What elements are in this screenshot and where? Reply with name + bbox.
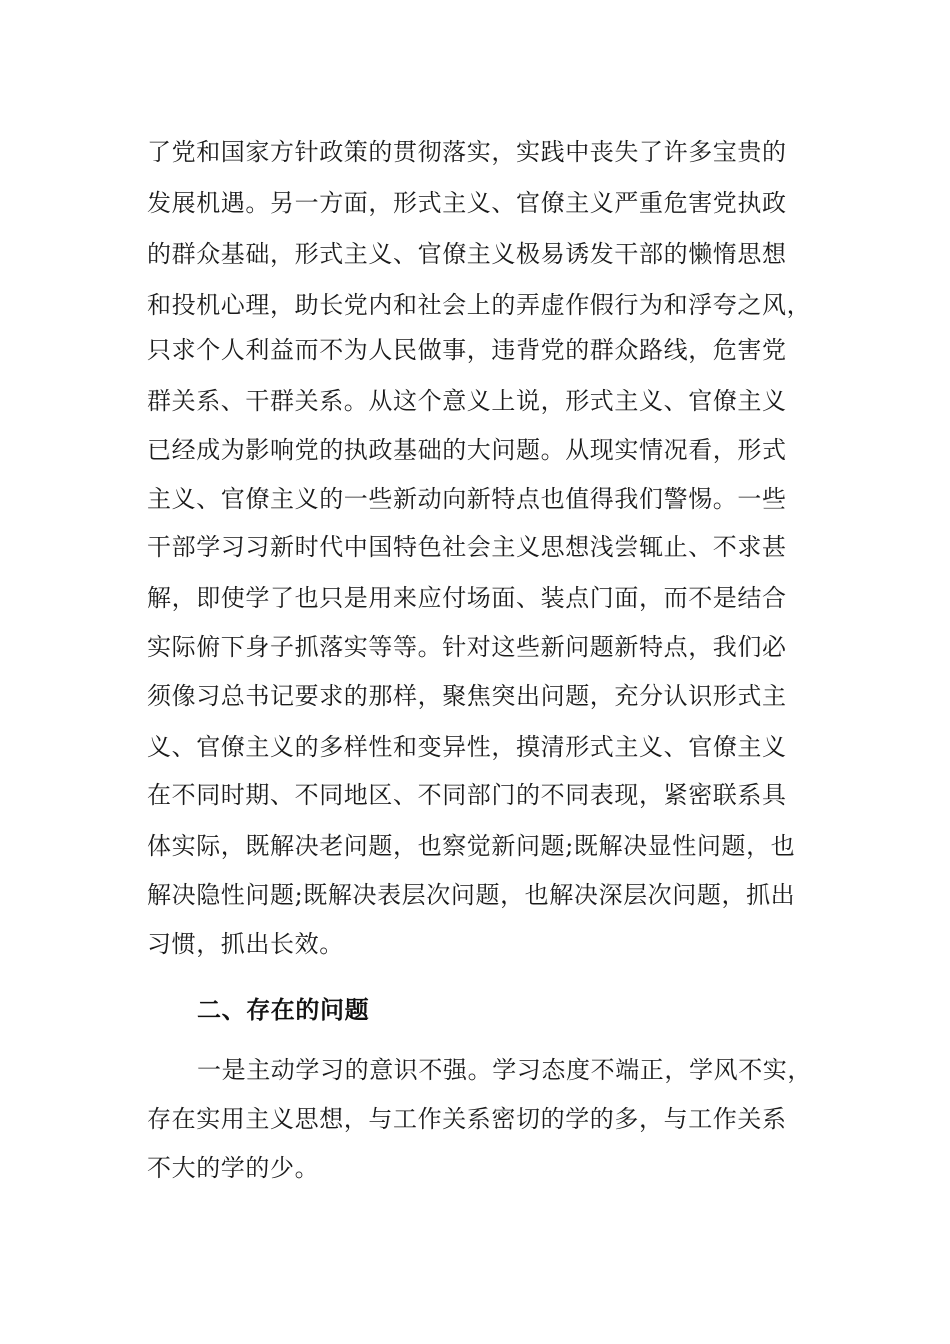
text-line: 存在实用主义思想，与工作关系密切的学的多，与工作关系: [147, 1105, 787, 1133]
text-line: 了党和国家方针政策的贯彻落实，实践中丧失了许多宝贵的: [147, 138, 787, 166]
text-line: 在不同时期、不同地区、不同部门的不同表现，紧密联系具: [147, 781, 787, 809]
text-line: 实际俯下身子抓落实等等。针对这些新问题新特点，我们必: [147, 633, 787, 661]
text-line: 习惯，抓出长效。: [147, 930, 344, 958]
text-line: 和投机心理，助长党内和社会上的弄虚作假行为和浮夸之风，: [147, 291, 812, 319]
text-line: 不大的学的少。: [147, 1154, 320, 1182]
text-line: 一是主动学习的意识不强。学习态度不端正，学风不实，: [197, 1056, 812, 1084]
text-line: 主义、官僚主义的一些新动向新特点也值得我们警惕。一些: [147, 485, 787, 513]
text-line: 干部学习习新时代中国特色社会主义思想浅尝辄止、不求甚: [147, 533, 787, 561]
text-line: 体实际，既解决老问题，也察觉新问题;既解决显性问题，也: [147, 832, 796, 860]
text-line: 义、官僚主义的多样性和变异性，摸清形式主义、官僚主义: [147, 733, 787, 761]
text-line: 的群众基础，形式主义、官僚主义极易诱发干部的懒惰思想: [147, 240, 787, 268]
text-line: 解决隐性问题;既解决表层次问题，也解决深层次问题，抓出: [147, 881, 796, 909]
text-line: 群关系、干群关系。从这个意义上说，形式主义、官僚主义: [147, 387, 787, 415]
text-line: 发展机遇。另一方面，形式主义、官僚主义严重危害党执政: [147, 189, 787, 217]
text-line: 已经成为影响党的执政基础的大问题。从现实情况看，形式: [147, 436, 787, 464]
text-line: 只求个人利益而不为人民做事，违背党的群众路线，危害党: [147, 336, 787, 364]
text-line: 解，即使学了也只是用来应付场面、装点门面，而不是结合: [147, 584, 787, 612]
section-heading: 二、存在的问题: [197, 996, 370, 1024]
text-line: 须像习总书记要求的那样，聚焦突出问题，充分认识形式主: [147, 682, 787, 710]
